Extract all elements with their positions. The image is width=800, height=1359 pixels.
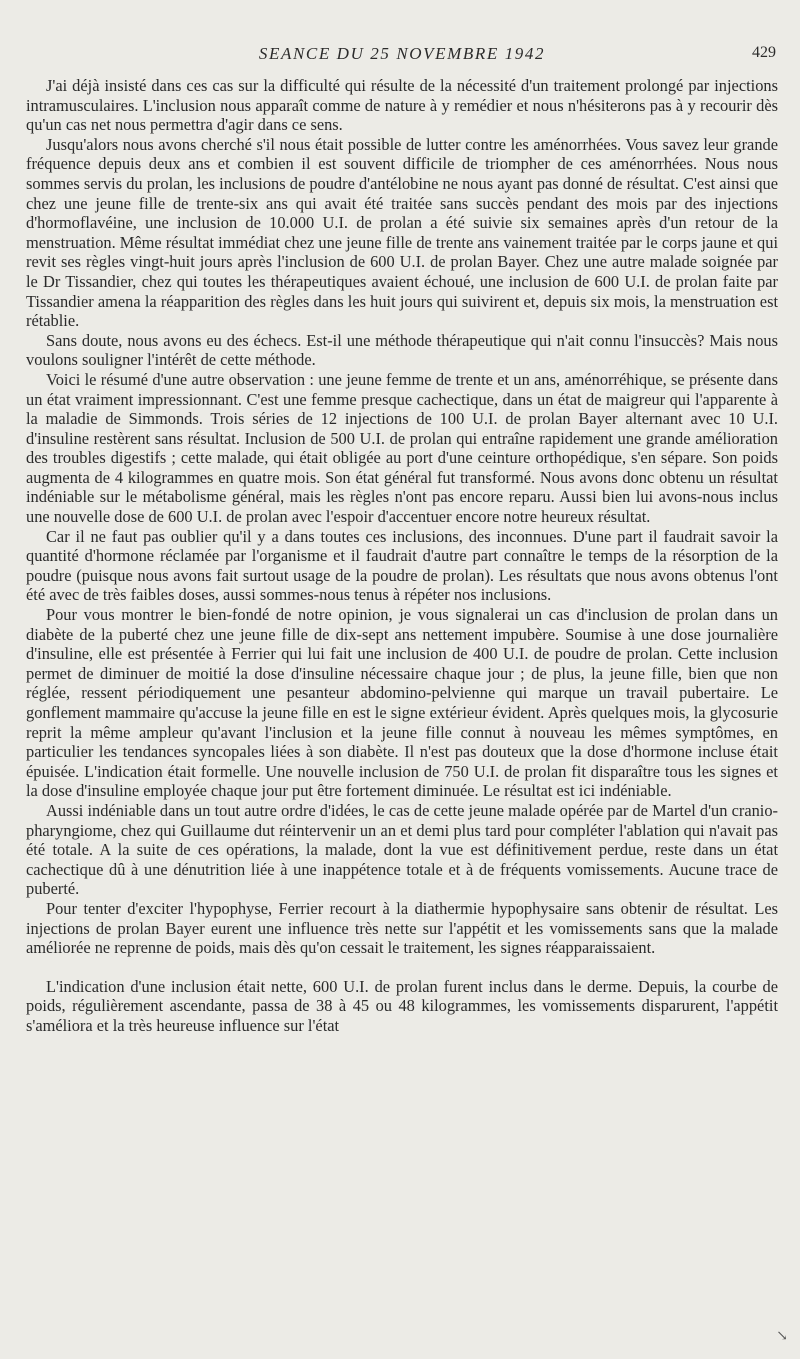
paragraph: Voici le résumé d'une autre observation : une jeune femme de trente et un ans, aménorréhique, se présente dans un état vraiment impressionnant. C'est une femme presque cachectique, dans un état de maigreur qui l'apparente à la maladie de Simmonds. Trois séries de 12 injections de 100 U.I. de prolan Bayer alternant avec 10 U.I. d'insuline restèrent sans résultat. Inclusion de 500 U.I. de prolan qui entraîne rapidement une grande amélioration des troubles digestifs ; cette malade, qui était obligée au port d'une ceinture orthopédique, s'en sépare. Son poids augmenta de 4 kilogrammes en quatre mois. Son état général fut transformé. Nous avons donc obtenu un résultat indéniable sur le métabolisme général, mais les règles n'ont pas encore reparu. Aussi bien lui avons-nous inclus une nouvelle dose de 600 U.I. de prolan avec l'espoir d'accentuer encore notre heureux résultat. [26,369,778,527]
paragraph: Aussi indéniable dans un tout autre ordre d'idées, le cas de cette jeune malade opérée par de Martel d'un cranio-pharyngiome, chez qui Guillaume dut réintervenir un an et demi plus tard pour compléter l'ablation qui n'avait pas été totale. A la suite de ces opérations, la malade, dont la vue est définitivement perdue, reste dans un état cachectique dû à une dénutrition liée à une inappétence totale et à de fréquents vomissements. Aucune trace de puberté. [26,800,778,899]
paragraph: Pour vous montrer le bien-fondé de notre opinion, je vous signalerai un cas d'inclusion de prolan dans un diabète de la puberté chez une jeune fille de dix-sept ans nettement impubère. Soumise à une dose journalière d'insuline, elle est présentée à Ferrier qui lui fait une inclusion de 400 U.I. de poudre de prolan. Cette inclusion permet de diminuer de moitié la dose d'insuline nécessaire chaque jour ; de plus, la jeune fille, bien que non réglée, ressent périodiquement une pesanteur abdomino-pelvienne qui marque un travail pubertaire. Le gonflement mammaire qu'accuse la jeune fille en est le signe extérieur évident. Après quelques mois, la glycosurie reprit la même ampleur qu'avant l'inclusion et la jeune fille connut à nouveau les mêmes symptômes, en particulier les tendances syncopales liées à son diabète. Il n'est pas douteux que la dose d'hormone incluse était épuisée. L'indication était formelle. Une nouvelle inclusion de 750 U.I. de prolan fit disparaître tous les signes et la dose d'insuline employée chaque jour put être fortement diminuée. Le résultat est ici indéniable. [26,605,778,801]
paragraph: Jusqu'alors nous avons cherché s'il nous était possible de lutter contre les aménorrhées. Vous savez leur grande fréquence depuis deux ans et combien il est souvent difficile de triompher de ces aménorrhées. Nous nous sommes servis du prolan, les inclusions de poudre d'antélobine ne nous ayant pas donné de résultat. C'est ainsi que chez une jeune fille de trente-six ans qui avait été traitée sans succès pendant des mois par des injections d'hormoflavéine, une inclusion de 10.000 U.I. de prolan a été suivie six semaines après d'un retour de la menstruation. Même résultat immédiat chez une jeune fille de trente ans vainement traitée par le corps jaune et qui revit ses règles vingt-huit jours après l'inclusion de 600 U.I. de prolan Bayer. Chez une autre malade soignée par le Dr Tissandier, chez qui toutes les thérapeutiques avaient échoué, une inclusion de 600 U.I. de prolan faite par Tissandier amena la réapparition des règles dans les huit jours qui suivirent et, depuis six mois, la menstruation est rétablie. [26,134,778,331]
paragraph: Sans doute, nous avons eu des échecs. Est-il une méthode thérapeutique qui n'ait connu l'insuccès? Mais nous voulons souligner l'intérêt de cette méthode. [26,330,778,370]
running-head: SEANCE DU 25 NOVEMBRE 1942 [258,44,546,63]
page-header [26,44,778,70]
paragraph: J'ai déjà insisté dans ces cas sur la difficulté qui résulte de la nécessité d'un traitement prolongé par injections intramusculaires. L'inclusion nous apparaît comme de nature à y remédier et nous n'hésiterons pas à y recourir dès qu'un cas net nous permettra d'agir dans ce sens. [26,76,778,135]
body-text [26,76,778,1036]
paragraph: L'indication d'une inclusion était nette, 600 U.I. de prolan furent inclus dans le derme. Depuis, la courbe de poids, régulièrement ascendante, passa de 38 à 45 ou 48 kilogrammes, les vomissements disparurent, l'appétit s'améliora et la très heureuse influence sur l'état [26,976,778,1035]
paragraph: Pour tenter d'exciter l'hypophyse, Ferrier recourt à la diathermie hypophysaire sans obtenir de résultat. Les injections de prolan Bayer eurent une influence très nette sur l'appétit et les vomissements sans que la malade améliorée ne reprenne de poids, mais dès qu'on cessait le traitement, les signes réapparaissaient. [26,898,778,958]
page-number: 429 [752,44,776,61]
paragraph: Car il ne faut pas oublier qu'il y a dans toutes ces inclusions, des inconnues. D'une part il faudrait savoir la quantité d'hormone réclamée par l'organisme et il faudrait d'autre part connaître le temps de la résorption de la poudre (puisque nous avons fait surtout usage de la poudre de prolan). Les résultats que nous avons obtenus l'ont été avec de très faibles doses, aussi sommes-nous tenus à répéter nos inclusions. [26,526,778,605]
corner-mark: ↘ [776,1329,788,1344]
